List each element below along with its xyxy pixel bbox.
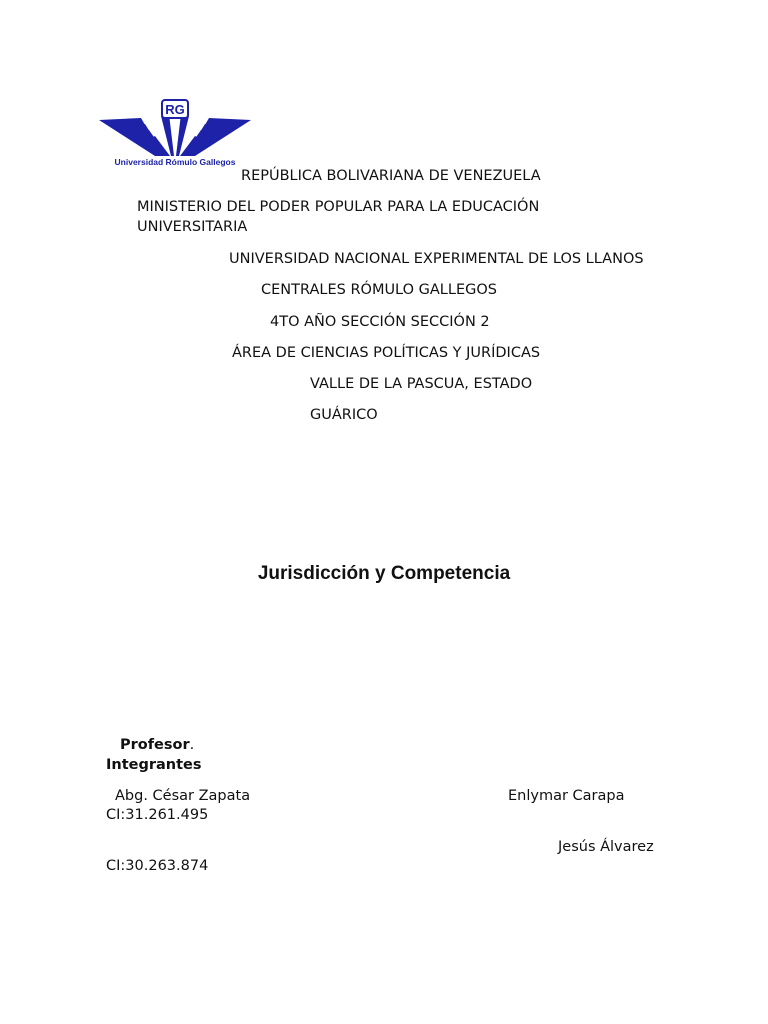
header-line-location: VALLE DE LA PASCUA, ESTADO (310, 376, 533, 392)
member-2-name: Jesús Álvarez (558, 839, 654, 855)
university-logo (99, 98, 251, 168)
member-1-name: Enlymar Carapa (508, 788, 625, 804)
document-title: Jurisdicción y Competencia (257, 563, 511, 584)
professor-heading (120, 735, 194, 755)
header-line-area: ÁREA DE CIENCIAS POLÍTICAS Y JURÍDICAS (232, 345, 541, 361)
header-line-centrales: CENTRALES RÓMULO GALLEGOS (261, 282, 497, 298)
header-line-state: GUÁRICO (310, 407, 378, 423)
professor-label: Profesor (120, 737, 190, 753)
professor-name: Abg. César Zapata (115, 788, 251, 804)
members-label: Integrantes (106, 757, 202, 773)
header-line-university: UNIVERSIDAD NACIONAL EXPERIMENTAL DE LOS LLANOS (229, 251, 644, 267)
professor-punct: . (189, 737, 195, 753)
member-1-ci: CI:31.261.495 (106, 807, 209, 823)
member-2-ci: CI:30.263.874 (106, 858, 209, 874)
university-emblem-icon (99, 98, 251, 168)
logo-caption: Universidad Rómulo Gallegos (114, 157, 236, 167)
header-line-republic: REPÚBLICA BOLIVARIANA DE VENEZUELA (241, 168, 541, 184)
header-line-ministry-cont: UNIVERSITARIA (137, 219, 248, 235)
header-line-section: 4TO AÑO SECCIÓN SECCIÓN 2 (270, 314, 490, 330)
logo-mark: RG (165, 102, 185, 117)
header-line-ministry: MINISTERIO DEL PODER POPULAR PARA LA EDUCACIÓN (137, 199, 540, 215)
